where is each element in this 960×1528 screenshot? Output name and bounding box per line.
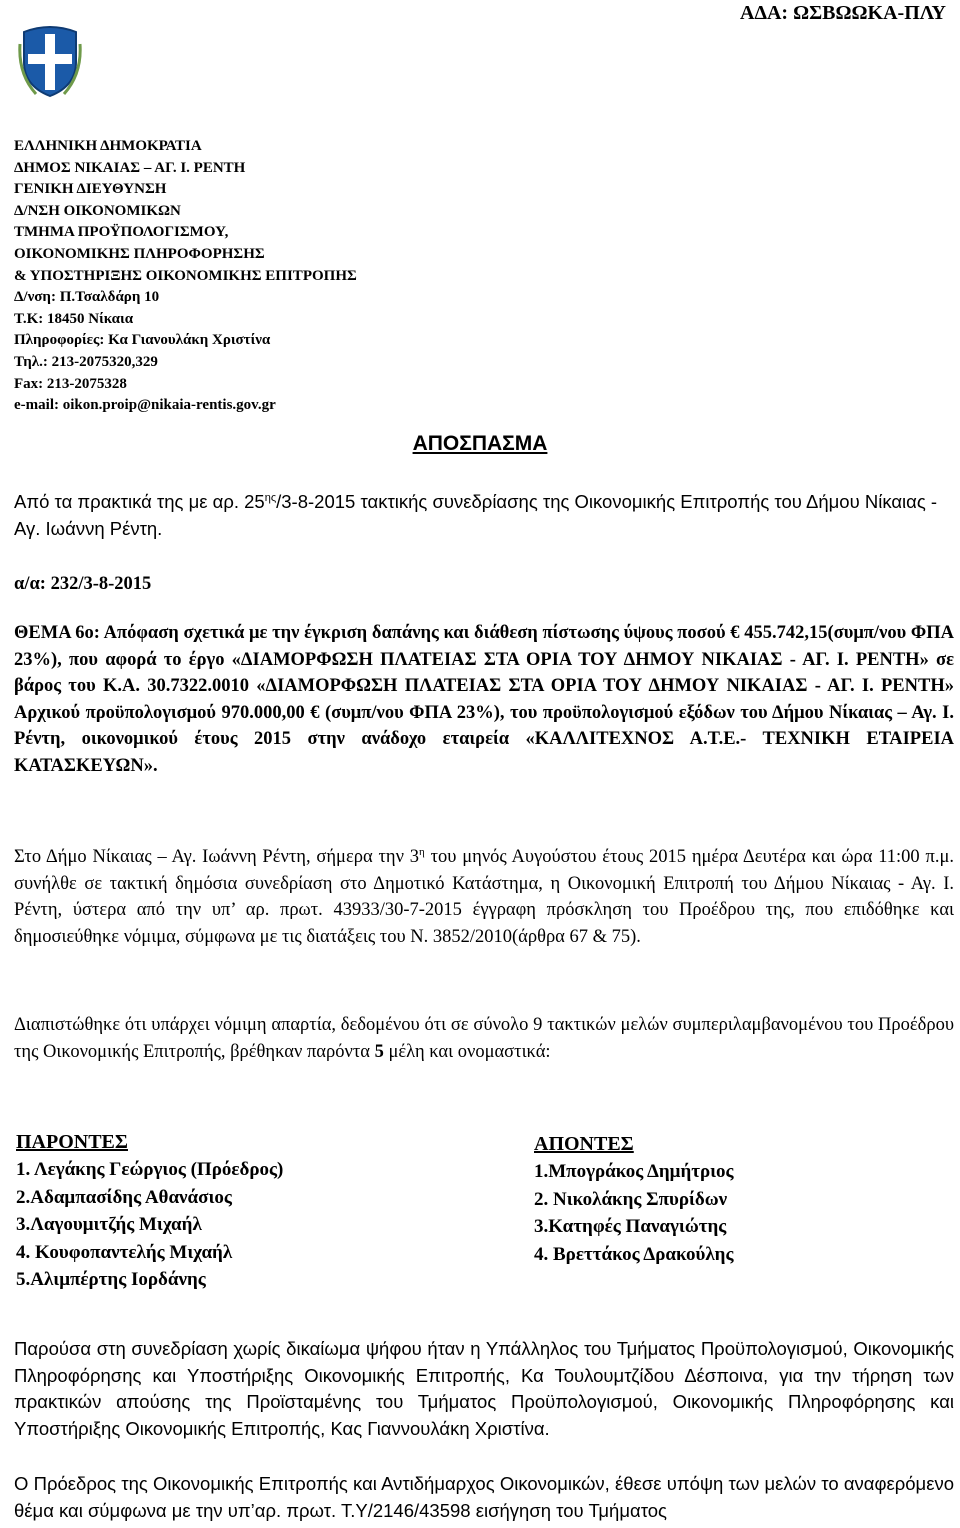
header-line: ΕΛΛΗΝΙΚΗ ΔΗΜΟΚΡΑΤΙΑ — [14, 138, 202, 154]
list-item: 3.Κατηφές Παναγιώτης — [534, 1216, 727, 1237]
present-members-list — [16, 1128, 283, 1294]
quorum-paragraph — [14, 1012, 954, 1065]
header-line: e-mail: oikon.proip@nikaia-rentis.gov.gr — [14, 397, 276, 414]
header-line: & ΥΠΟΣΤΗΡΙΞΗΣ ΟΙΚΟΝΟΜΙΚΗΣ ΕΠΙΤΡΟΠΗΣ — [14, 267, 357, 284]
intro-text: Από τα πρακτικά της με αρ. 25 — [14, 491, 265, 512]
header-line: Fax: 213-2075328 — [14, 375, 127, 392]
intro-text-cont: /3-8-2015 τακτικής συνεδρίασης της Οικονομικής Επιτροπής του Δήμου Νίκαιας - Αγ. Ιωάννη Ρέντη. — [14, 491, 938, 539]
quorum-text: Διαπιστώθηκε ότι υπάρχει νόμιμη απαρτία, δεδομένου ότι σε σύνολο 9 τακτικών μελών συμπεριλαμβανομένου του Προέδρου της Οικονομικής Επιτροπής, βρέθηκαν παρόντα — [14, 1015, 954, 1062]
header-line: Δ/νση: Π.Τσαλδάρη 10 — [14, 289, 160, 306]
header-line: ΓΕΝΙΚΗ ΔΙΕΥΘΥΝΣΗ — [14, 181, 167, 198]
ada-code: ΑΔΑ: ΩΣΒΩΩΚΑ-ΠΛΥ — [740, 2, 946, 24]
list-item: 1.Μπογράκος Δημήτριος — [534, 1161, 734, 1182]
meeting-text: Στο Δήμο Νίκαιας – Αγ. Ιωάννη Ρέντη, σήμερα την 3 — [14, 847, 419, 867]
quorum-text-cont: μέλη και ονομαστικά: — [383, 1041, 551, 1062]
intro-superscript: ης — [264, 491, 277, 504]
secretary-paragraph: Παρούσα στη συνεδρίαση χωρίς δικαίωμα ψήφου ήταν η Υπάλληλος του Τμήματος Προϋπολογισμού, Οικονομικής Πληροφόρησης και Υποστήριξης Οικονομικής Επιτροπής, Κα Τουλουμτζίδου Δέσποινα, για την τήρηση των πρακτικών απούσης της Προϊσταμένης του Τμήματος Προϋπολογισμού, Οικονομικής Πληροφόρησης και Υποστήριξης Οικονομικής Επιτροπής, Κας Γιαννουλάκη Χριστίνα. — [14, 1338, 954, 1439]
subject-paragraph: ΘΕΜΑ 6ο: Απόφαση σχετικά με την έγκριση δαπάνης και διάθεση πίστωσης ύψους ποσού € 455.742,15(συμπ/νου ΦΠΑ 23%), που αφορά το έργο «ΔΙΑΜΟΡΦΩΣΗ ΠΛΑΤΕΙΑΣ ΣΤΑ ΟΡΙΑ ΤΟΥ ΔΗΜΟΥ ΝΙΚΑΙΑΣ - ΑΓ. Ι. ΡΕΝΤΗ» σε βάρος του Κ.Α. 30.7322.0010 «ΔΙΑΜΟΡΦΩΣΗ ΠΛΑΤΕΙΑΣ ΣΤΑ ΟΡΙΑ ΤΟΥ ΔΗΜΟΥ ΝΙΚΑΙΑΣ - ΑΓ. Ι. ΡΕΝΤΗ» Αρχικού προϋπολογισμού 970.000,00 € (συμπ/νου ΦΠΑ 23%), του προϋπολογισμού εξόδων του Δήμου Νίκαιας – Αγ. Ι. Ρέντη, οικονομικού έτους 2015 στην ανάδοχο εταιρεία «ΚΑΛΛΙΤΕΧΝΟΣ Α.Τ.Ε.- ΤΕΧΝΙΚΗ ΕΤΑΙΡΕΙΑ ΚΑΤΑΣΚΕΥΩΝ». — [14, 623, 954, 776]
issuer-header — [14, 136, 357, 417]
greek-coat-of-arms-icon — [18, 14, 82, 100]
absent-heading: ΑΠΟΝΤΕΣ — [534, 1133, 634, 1155]
list-item: 2.Αδαμπασίδης Αθανάσιος — [16, 1186, 232, 1208]
list-item: 2. Νικολάκης Σπυρίδων — [534, 1188, 728, 1210]
serial-number: α/α: 232/3-8-2015 — [14, 574, 152, 594]
header-line: ΔΗΜΟΣ ΝΙΚΑΙΑΣ – ΑΓ. Ι. ΡΕΝΤΗ — [14, 159, 246, 176]
document-title: ΑΠΟΣΠΑΣΜΑ — [412, 432, 548, 455]
header-line: Τ.Κ: 18450 Νίκαια — [14, 310, 134, 327]
meeting-superscript: η — [419, 845, 425, 858]
absent-members-list — [534, 1130, 734, 1268]
list-item: 1. Λεγάκης Γεώργιος (Πρόεδρος) — [16, 1159, 284, 1180]
president-paragraph: Ο Πρόεδρος της Οικονομικής Επιτροπής και Αντιδήμαρχος Οικονομικών, έθεσε υπόψη των μελών το αναφερόμενο θέμα και σύμφωνα με την υπ’αρ. πρωτ. Τ.Υ/2146/43598 εισήγηση του Τμήματος — [14, 1473, 954, 1521]
present-heading: ΠΑΡΟΝΤΕΣ — [16, 1131, 128, 1153]
header-line: Τηλ.: 213-2075320,329 — [14, 353, 158, 370]
header-line: ΤΜΗΜΑ ΠΡΟΫΠΟΛΟΓΙΣΜΟΥ, — [14, 224, 229, 241]
header-line: Πληροφορίες: Κα Γιανουλάκη Χριστίνα — [14, 332, 271, 349]
header-line: Δ/ΝΣΗ ΟΙΚΟΝΟΜΙΚΩΝ — [14, 202, 181, 219]
intro-paragraph — [14, 488, 950, 542]
list-item: 3.Λαγουμιτζής Μιχαήλ — [16, 1214, 202, 1235]
list-item: 4. Βρεττάκος Δρακούλης — [534, 1243, 734, 1265]
meeting-paragraph — [14, 844, 954, 950]
meeting-text-cont: του μηνός Αυγούστου έτους 2015 ημέρα Δευτέρα και ώρα 11:00 π.μ. συνήλθε σε τακτική δημόσια συνεδρίαση στο Δημοτικό Κατάστημα, η Οικονομική Επιτροπή του Δήμου Νίκαιας - Αγ. Ι. Ρέντη, ύστερα από την υπ’ αρ. πρωτ. 43933/30-7-2015 έγγραφη πρόσκληση του Προέδρου της, που επιδόθηκε και δημοσιεύθηκε νόμιμα, σύμφωνα με τις διατάξεις του Ν. 3852/2010(άρθρα 67 & 75). — [14, 847, 954, 947]
quorum-count: 5 — [374, 1041, 384, 1062]
list-item: 4. Κουφοπαντελής Μιχαήλ — [16, 1241, 233, 1263]
list-item: 5.Αλιμπέρτης Ιορδάνης — [16, 1269, 206, 1290]
header-line: ΟΙΚΟΝΟΜΙΚΗΣ ΠΛΗΡΟΦΟΡΗΣΗΣ — [14, 245, 265, 262]
